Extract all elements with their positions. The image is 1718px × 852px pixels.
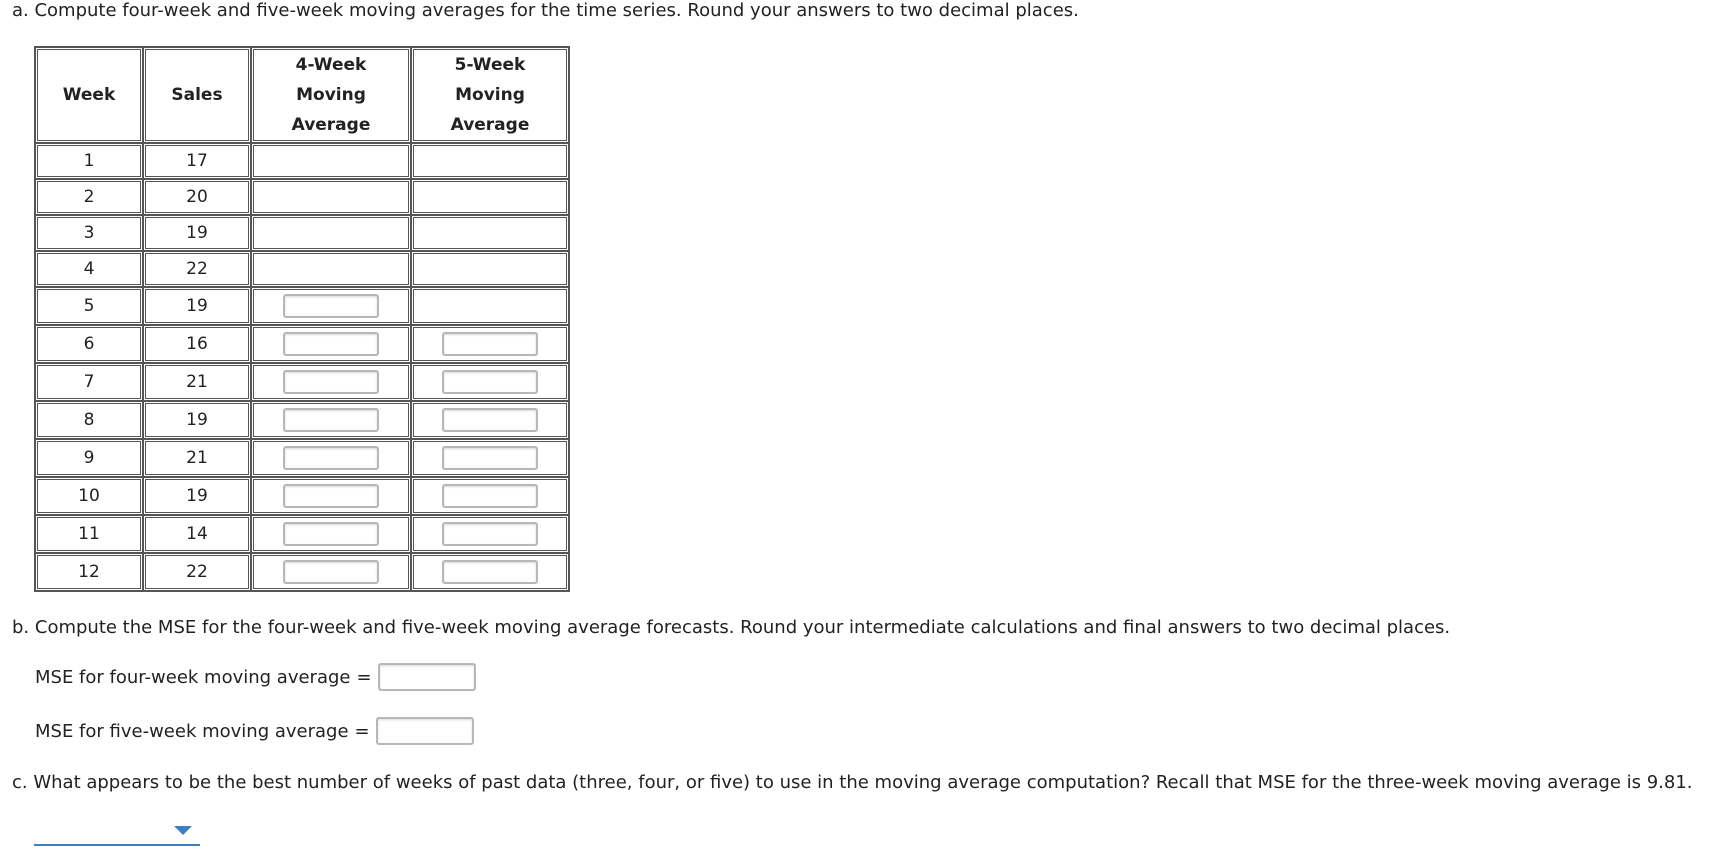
- cell-ma5: [411, 363, 569, 401]
- cell-sales: 19: [143, 287, 251, 325]
- cell-ma4: [251, 553, 411, 591]
- five-week-ma-input[interactable]: [442, 522, 538, 546]
- equals-sign: =: [356, 666, 372, 688]
- mse-four-week-input[interactable]: [378, 663, 476, 691]
- cell-sales: 17: [143, 143, 251, 179]
- five-week-ma-input[interactable]: [442, 408, 538, 432]
- cell-ma5: [411, 553, 569, 591]
- header-week: Week: [35, 47, 143, 143]
- four-week-ma-input[interactable]: [283, 408, 379, 432]
- header-ma5-line1: 5-Week: [454, 55, 526, 75]
- five-week-ma-input[interactable]: [442, 332, 538, 356]
- table-row: [35, 363, 569, 401]
- header-ma4-line3: Average: [291, 115, 371, 135]
- cell-ma5: [411, 439, 569, 477]
- cell-sales: 20: [143, 179, 251, 215]
- cell-ma4: [251, 363, 411, 401]
- part-a-prompt: a. Compute four-week and five-week moving averages for the time series. Round your answers to two decimal places.: [12, 0, 1079, 21]
- cell-sales: 22: [143, 251, 251, 287]
- cell-ma5: [411, 143, 569, 179]
- header-4-week-moving-average: [251, 47, 411, 143]
- cell-ma5: [411, 401, 569, 439]
- cell-week: 8: [35, 401, 143, 439]
- four-week-ma-input[interactable]: [283, 370, 379, 394]
- table-header-row: [35, 47, 569, 143]
- cell-week: 9: [35, 439, 143, 477]
- cell-week: 12: [35, 553, 143, 591]
- header-ma5-line2: Moving: [455, 85, 525, 105]
- best-weeks-dropdown[interactable]: [34, 816, 200, 846]
- cell-sales: 19: [143, 215, 251, 251]
- table-row: [35, 515, 569, 553]
- four-week-ma-input[interactable]: [283, 484, 379, 508]
- cell-ma4: [251, 477, 411, 515]
- cell-ma5: [411, 179, 569, 215]
- table-row: [35, 287, 569, 325]
- part-b-prompt: b. Compute the MSE for the four-week and five-week moving average forecasts. Round your intermediate calculations and final answers to two decimal places.: [12, 617, 1451, 638]
- cell-sales: 21: [143, 363, 251, 401]
- chevron-down-icon: [174, 826, 192, 835]
- table-body: [35, 143, 569, 591]
- cell-ma4: [251, 251, 411, 287]
- part-c-prompt: c. What appears to be the best number of weeks of past data (three, four, or five) to use in the moving average computation? Recall that MSE for the three-week moving average is 9.81.: [12, 772, 1693, 793]
- cell-ma5: [411, 251, 569, 287]
- cell-ma4: [251, 179, 411, 215]
- header-sales: Sales: [143, 47, 251, 143]
- cell-ma5: [411, 325, 569, 363]
- five-week-ma-input[interactable]: [442, 484, 538, 508]
- cell-week: 10: [35, 477, 143, 515]
- four-week-ma-input[interactable]: [283, 446, 379, 470]
- table-row: [35, 325, 569, 363]
- cell-week: 4: [35, 251, 143, 287]
- cell-sales: 19: [143, 477, 251, 515]
- cell-ma4: [251, 287, 411, 325]
- cell-ma4: [251, 515, 411, 553]
- mse-five-week-input[interactable]: [376, 717, 474, 745]
- four-week-ma-input[interactable]: [283, 332, 379, 356]
- cell-sales: 19: [143, 401, 251, 439]
- five-week-ma-input[interactable]: [442, 370, 538, 394]
- cell-ma4: [251, 439, 411, 477]
- cell-sales: 14: [143, 515, 251, 553]
- mse-four-week-row: [35, 663, 476, 691]
- table-row: [35, 553, 569, 591]
- cell-sales: 22: [143, 553, 251, 591]
- cell-ma4: [251, 401, 411, 439]
- cell-week: 6: [35, 325, 143, 363]
- table-row: [35, 439, 569, 477]
- mse-four-week-label: MSE for four-week moving average: [35, 666, 351, 688]
- header-5-week-moving-average: [411, 47, 569, 143]
- cell-ma5: [411, 515, 569, 553]
- cell-week: 1: [35, 143, 143, 179]
- cell-ma5: [411, 215, 569, 251]
- four-week-ma-input[interactable]: [283, 522, 379, 546]
- header-ma4-line2: Moving: [296, 85, 366, 105]
- table-row: [35, 179, 569, 215]
- header-ma4-line1: 4-Week: [295, 55, 367, 75]
- mse-five-week-label: MSE for five-week moving average: [35, 720, 349, 742]
- five-week-ma-input[interactable]: [442, 446, 538, 470]
- header-ma5-line3: Average: [450, 115, 530, 135]
- table-row: [35, 477, 569, 515]
- cell-week: 7: [35, 363, 143, 401]
- equals-sign: =: [354, 720, 370, 742]
- moving-average-table: [34, 46, 570, 592]
- table-row: [35, 143, 569, 179]
- cell-sales: 21: [143, 439, 251, 477]
- cell-ma5: [411, 477, 569, 515]
- table-row: [35, 215, 569, 251]
- cell-ma5: [411, 287, 569, 325]
- four-week-ma-input[interactable]: [283, 294, 379, 318]
- cell-week: 11: [35, 515, 143, 553]
- cell-week: 3: [35, 215, 143, 251]
- mse-five-week-row: [35, 717, 474, 745]
- cell-sales: 16: [143, 325, 251, 363]
- cell-ma4: [251, 325, 411, 363]
- cell-week: 2: [35, 179, 143, 215]
- cell-week: 5: [35, 287, 143, 325]
- four-week-ma-input[interactable]: [283, 560, 379, 584]
- table-row: [35, 251, 569, 287]
- five-week-ma-input[interactable]: [442, 560, 538, 584]
- cell-ma4: [251, 215, 411, 251]
- cell-ma4: [251, 143, 411, 179]
- table-row: [35, 401, 569, 439]
